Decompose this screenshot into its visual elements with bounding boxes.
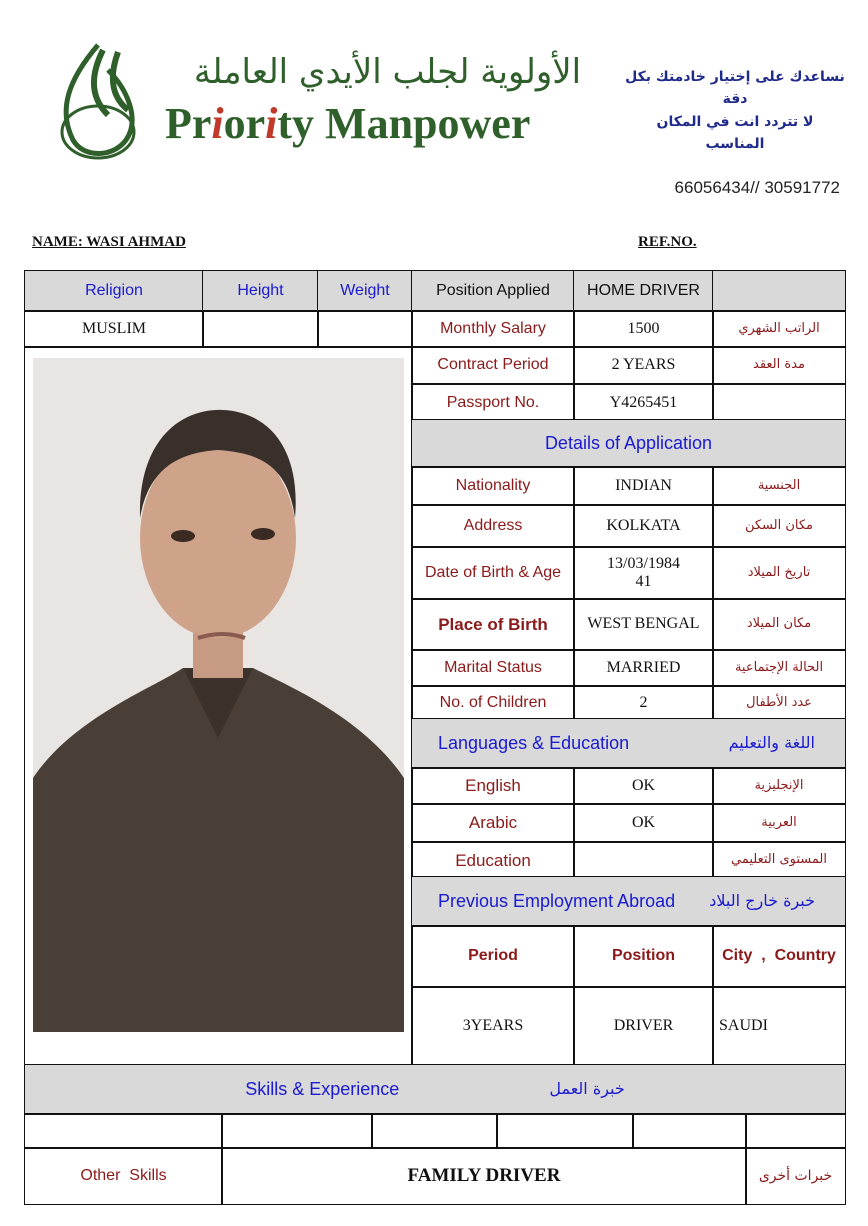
field-label-arabic	[712, 383, 846, 423]
ar-text: مكان السكن	[744, 517, 814, 533]
en-text: Passport No.	[446, 393, 540, 411]
position-applied-value: HOME DRIVER	[573, 270, 714, 312]
ar-text: الإنجليزية	[754, 777, 804, 793]
period-value: 3YEARS	[411, 986, 575, 1066]
position-header: Position	[573, 925, 714, 988]
other-skills-value: FAMILY DRIVER	[221, 1147, 747, 1205]
candidate-photo	[33, 358, 404, 1032]
field-label	[411, 649, 575, 687]
details-header: Details of Application	[411, 419, 846, 468]
age-text: 41	[635, 573, 652, 590]
field-value	[573, 685, 714, 721]
val-text: 13/03/1984	[607, 554, 680, 572]
height-value	[202, 310, 319, 348]
val-text: KOLKATA	[606, 516, 681, 534]
phone-numbers: 66056434// 30591772	[674, 178, 840, 197]
field-label-arabic	[712, 803, 846, 843]
previous-employment-header: Previous Employment Abroad خبرة خارج البلاد	[411, 876, 846, 927]
en-text: Monthly Salary	[440, 319, 546, 337]
logo-english: Priority Manpower	[165, 99, 531, 148]
field-label-arabic	[712, 466, 846, 506]
field-label-arabic	[712, 504, 846, 548]
field-value	[573, 598, 714, 651]
logo-emblem	[48, 40, 148, 162]
ar-text: عدد الأطفال	[746, 694, 812, 710]
field-value	[573, 383, 714, 423]
field-value	[573, 466, 714, 506]
field-label	[411, 598, 575, 651]
field-value	[573, 841, 714, 880]
skill-cell	[496, 1113, 634, 1149]
ar-text: مكان الميلاد	[746, 616, 812, 632]
other-skills-label: Other Skills	[24, 1147, 223, 1205]
position-value: DRIVER	[573, 986, 714, 1066]
religion-header: Religion	[24, 270, 204, 312]
field-value	[573, 803, 714, 843]
position-applied-arabic	[712, 270, 846, 312]
val-text: OK	[631, 776, 656, 794]
logo-arabic: الأولوية لجلب الأيدي العاملة	[193, 52, 582, 92]
field-label	[411, 504, 575, 548]
field-value	[573, 346, 714, 385]
skill-cell	[24, 1113, 223, 1149]
ar-text: الحالة الإجتماعية	[734, 659, 824, 675]
field-value	[573, 504, 714, 548]
skill-cell	[632, 1113, 747, 1149]
height-header: Height	[202, 270, 319, 312]
en-text: Education	[455, 850, 531, 870]
field-value	[573, 767, 714, 805]
en-text: Arabic	[468, 813, 518, 833]
field-label	[411, 310, 575, 348]
field-label	[411, 466, 575, 506]
field-label-arabic	[712, 346, 846, 385]
en-text: Date of Birth & Age	[424, 563, 562, 581]
val-text: OK	[631, 813, 656, 831]
city-value: SAUDI	[712, 986, 846, 1066]
val-text: WEST BENGAL	[587, 615, 700, 633]
en-text: Contract Period	[437, 356, 549, 374]
field-label-arabic	[712, 598, 846, 651]
field-value	[573, 649, 714, 687]
field-label-arabic	[712, 767, 846, 805]
val-text: 2 YEARS	[611, 356, 676, 374]
en-text: Marital Status	[444, 658, 542, 676]
field-label-arabic	[712, 649, 846, 687]
languages-header: Languages & Education اللغة والتعليم	[411, 718, 846, 769]
skill-cell	[371, 1113, 498, 1149]
field-label	[411, 803, 575, 843]
en-text: Nationality	[455, 476, 531, 494]
en-text: English	[465, 776, 521, 796]
field-label-arabic	[712, 685, 846, 721]
val-text: 2	[639, 693, 648, 711]
skill-cell	[221, 1113, 373, 1149]
ar-text: الراتب الشهري	[738, 320, 820, 336]
en-text: Place of Birth	[438, 614, 548, 634]
field-label	[411, 685, 575, 721]
field-label-arabic	[712, 546, 846, 600]
val-text: INDIAN	[615, 476, 672, 494]
field-label-arabic	[712, 841, 846, 880]
ar-text: المستوى التعليمي	[731, 852, 827, 868]
field-label	[411, 767, 575, 805]
val-text: 1500	[627, 319, 660, 337]
ar-text: تاريخ الميلاد	[747, 564, 811, 580]
slogan: نساعدك على إختيار خادمتك بكل دقة لا تتردد انت في المكان المناسب	[625, 69, 845, 153]
field-label	[411, 841, 575, 880]
other-skills-arabic: خبرات أخرى	[745, 1147, 846, 1205]
position-applied-label: Position Applied	[411, 270, 575, 312]
skill-cell	[745, 1113, 846, 1149]
skills-header: Skills & Experience خبرة العمل	[24, 1064, 846, 1115]
field-value	[573, 546, 714, 600]
field-label	[411, 383, 575, 423]
val-text: MARRIED	[606, 658, 681, 676]
ar-text: العربية	[761, 814, 797, 830]
field-label	[411, 346, 575, 385]
weight-value	[317, 310, 413, 348]
en-text: Address	[463, 516, 523, 534]
religion-value: MUSLIM	[24, 310, 204, 348]
city-country-header: City , Country	[712, 925, 846, 988]
val-text: Y4265451	[609, 393, 678, 411]
field-label-arabic	[712, 310, 846, 348]
ar-text: مدة العقد	[753, 357, 805, 373]
period-header: Period	[411, 925, 575, 988]
en-text: No. of Children	[439, 693, 547, 711]
field-value	[573, 310, 714, 348]
ref-number: REF.NO.	[638, 234, 697, 250]
weight-header: Weight	[317, 270, 413, 312]
field-label	[411, 546, 575, 600]
candidate-name: NAME: WASI AHMAD	[32, 234, 186, 250]
ar-text: الجنسية	[757, 477, 801, 493]
